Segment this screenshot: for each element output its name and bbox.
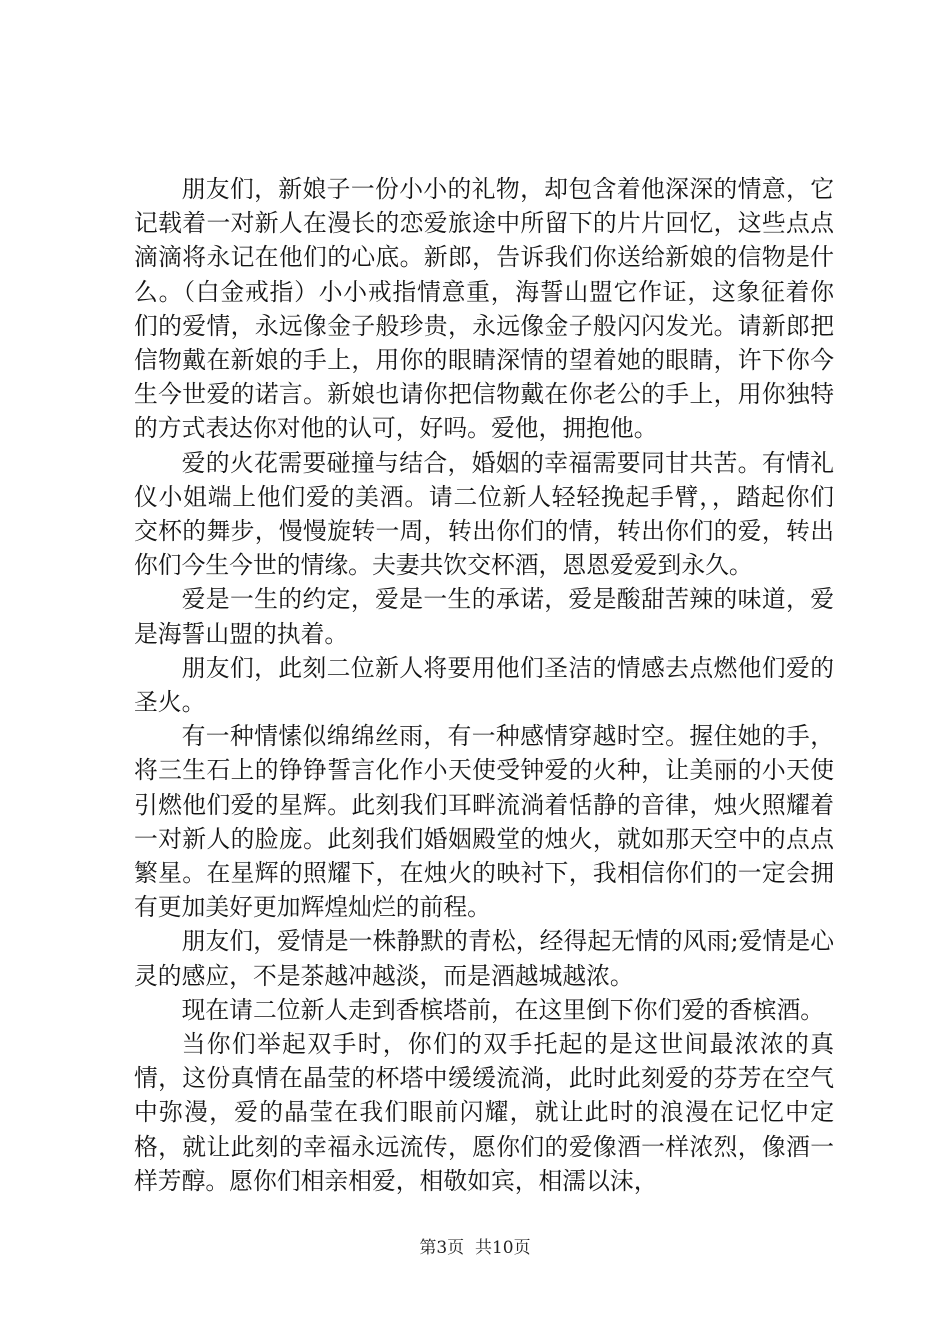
page-footer (0, 1237, 950, 1259)
paragraph: 朋友们，新娘子一份小小的礼物，却包含着他深深的情意，它记载着一对新人在漫长的恋爱旅途中所留下的片片回忆，这些点点滴滴将永记在他们的心底。新郎，告诉我们你送给新娘的信物是什么。（白金戒指）小小戒指情意重，海誓山盟它作证，这象征着你们的爱情，永远像金子般珍贵，永远像金子般闪闪发光。请新郎把信物戴在新娘的手上，用你的眼睛深情的望着她的眼睛，许下你今生今世爱的诺言。新娘也请你把信物戴在你老公的手上，用你独特的方式表达你对他的认可，好吗。爱他，拥抱他。 (134, 175, 834, 443)
paragraph: 现在请二位新人走到香槟塔前，在这里倒下你们爱的香槟酒。 (181, 995, 825, 1024)
page-number-label: 第3页 共10页 (419, 1238, 531, 1258)
paragraph: 朋友们，爱情是一株静默的青松，经得起无情的风雨;爱情是心灵的感应，不是茶越冲越淡，而是酒越城越浓。 (134, 927, 834, 990)
paragraph: 朋友们，此刻二位新人将要用他们圣洁的情感去点燃他们爱的圣火。 (134, 653, 834, 717)
paragraph: 当你们举起双手时，你们的双手托起的是这世间最浓浓的真情，这份真情在晶莹的杯塔中缓缓流淌，此时此刻爱的芬芳在空气中弥漫，爱的晶莹在我们眼前闪耀，就让此时的浪漫在记忆中定格，就让此刻的幸福永远流传，愿你们的爱像酒一样浓烈，像酒一样芳醇。愿你们相亲相爱，相敬如宾，相濡以沫， (134, 1030, 834, 1195)
paragraph: 有一种情愫似绵绵丝雨，有一种感情穿越时空。握住她的手，将三生石上的铮铮誓言化作小天使受钟爱的火种，让美丽的小天使引燃他们爱的星辉。此刻我们耳畔流淌着恬静的音律，烛火照耀着一对新人的脸庞。此刻我们婚姻殿堂的烛火，就如那天空中的点点繁星。在星辉的照耀下，在烛火的映衬下，我相信你们的一定会拥有更加美好更加辉煌灿烂的前程。 (134, 722, 834, 922)
document-body (134, 172, 834, 1198)
paragraph: 爱的火花需要碰撞与结合，婚姻的幸福需要同甘共苦。有情礼仪小姐端上他们爱的美酒。请二位新人轻轻挽起手臂，，踏起你们交杯的舞步，慢慢旋转一周，转出你们的情，转出你们的爱，转出你们今生今世的情缘。夫妻共饮交杯酒，恩恩爱爱到永久。 (134, 448, 834, 580)
paragraph: 爱是一生的约定，爱是一生的承诺，爱是酸甜苦辣的味道，爱是海誓山盟的执着。 (134, 585, 834, 648)
